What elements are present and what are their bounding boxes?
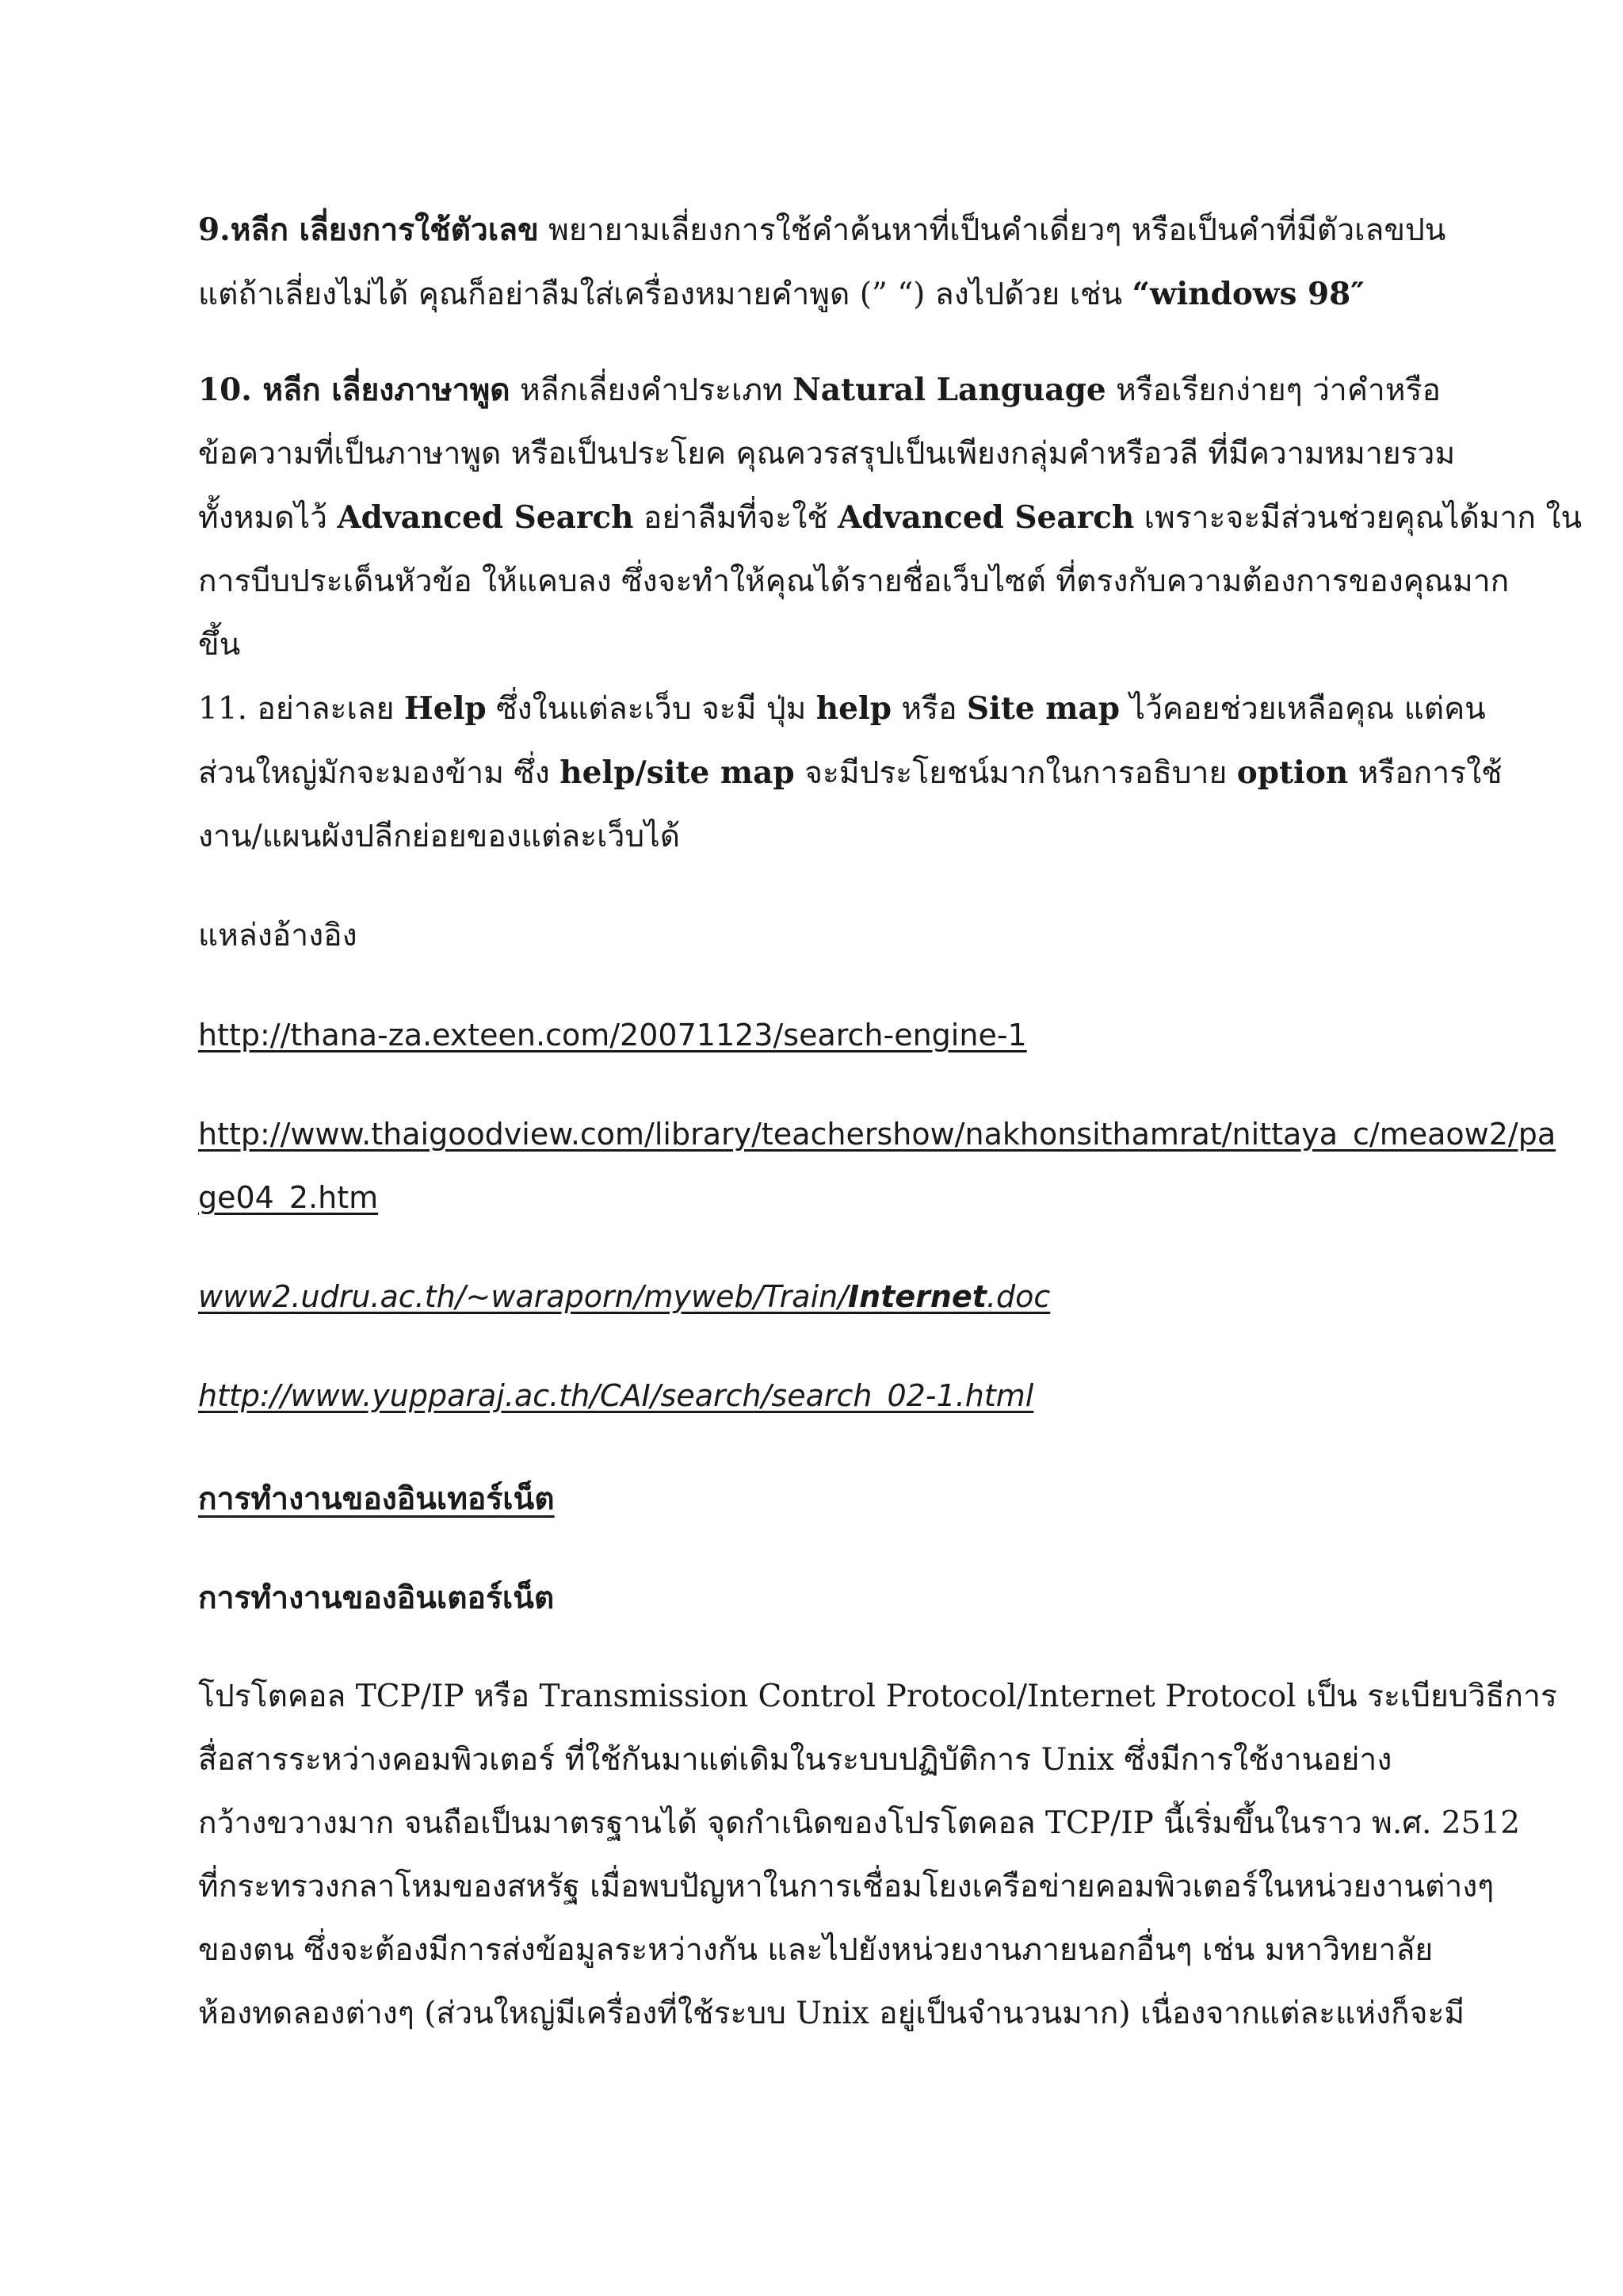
tcpip-paragraph <box>198 1665 1557 2046</box>
tcpip-line-3: กว้างขวางมาก จนถือเป็นมาตรฐานได้ จุดกำเนิดของโปรโตคอล TCP/IP นี้เริ่มขึ้นในราว พ.ศ. 2512 <box>198 1805 1521 1841</box>
tip-11-paragraph <box>198 677 1503 869</box>
tip-9-line-2 <box>198 262 1434 327</box>
reference-link-2-wrap <box>198 1102 1556 1229</box>
reference-link-2-line-1: http://www.thaigoodview.com/library/teachershow/nakhonsithamrat/nittaya_c/meaow2/pa <box>198 1117 1556 1152</box>
tip-9-text: แต่ถ้าเลี่ยงไม่ได้ คุณก็อย่าลืมใส่เครื่องหมายคำพูด (” “) ลงไปด้วย เช่น <box>198 277 1132 312</box>
tip-11-term: help/site map <box>559 755 795 791</box>
reference-link-3-keyword: Internet <box>848 1279 987 1314</box>
reference-link-3-wrap <box>198 1265 1434 1328</box>
tip-11-text: ซึ่งในแต่ละเว็บ จะมี ปุ่ม <box>486 691 816 727</box>
tip-10-title: 10. หลีก เลี่ยงภาษาพูด <box>198 372 510 408</box>
tip-9-paragraph <box>198 198 1446 327</box>
section-heading: การทำงานของอินเตอร์เน็ต <box>198 1580 555 1616</box>
tip-10-line-1 <box>198 358 1441 422</box>
reference-link-1[interactable]: http://thana-za.exteen.com/20071123/search-engine-1 <box>198 1018 1027 1052</box>
tcpip-line-2: สื่อสารระหว่างคอมพิวเตอร์ ที่ใช้กันมาแต่เดิมในระบบปฏิบัติการ Unix ซึ่งมีการใช้งานอย่าง <box>198 1742 1392 1778</box>
tip-11-line-1 <box>198 677 1486 741</box>
tip-11-line-3: งาน/แผนผังปลีกย่อยของแต่ละเว็บได้ <box>198 819 681 854</box>
reference-link-2-line-2: ge04_2.htm <box>198 1180 379 1215</box>
tip-10-text: หลีกเลี่ยงคำประเภท <box>510 372 793 408</box>
tip-10-line-5: ขึ้น <box>198 627 241 663</box>
reference-link-3-path: www2.udru.ac.th/~waraporn/myweb/Train/ <box>198 1279 849 1314</box>
tip-10-line-2: ข้อความที่เป็นภาษาพูด หรือเป็นประโยค คุณควรสรุปเป็นเพียงกลุ่มคำหรือวลี ที่มีความหมายรวม <box>198 436 1456 472</box>
tcpip-line-6: ห้องทดลองต่างๆ (ส่วนใหญ่มีเครื่องที่ใช้ระบบ Unix อยู่เป็นจำนวนมาก) เนื่องจากแต่ละแห่งก็จะมี <box>198 1996 1465 2031</box>
reference-link-3-ext: .doc <box>986 1279 1051 1314</box>
tip-11-term: help <box>815 690 892 727</box>
document-page <box>198 198 1583 2046</box>
reference-link-3[interactable] <box>198 1265 1434 1328</box>
tcpip-line-5: ของตน ซึ่งจะต้องมีการส่งข้อมูลระหว่างกัน และไปยังหน่วยงานภายนอกอื่นๆ เช่น มหาวิทยาลัย <box>198 1932 1434 1968</box>
section-heading-underlined-wrap <box>198 1467 1434 1530</box>
tip-11-text: หรือการใช้ <box>1348 755 1503 791</box>
tip-10-term: Advanced Search <box>337 499 634 536</box>
tip-9-example: “windows 98″ <box>1132 276 1365 312</box>
tip-10-text: หรือเรียกง่ายๆ ว่าคำหรือ <box>1106 372 1441 408</box>
tip-10-term: Natural Language <box>792 372 1106 408</box>
tip-11-text: ไว้คอยช่วยเหลือคุณ แต่คน <box>1120 691 1486 727</box>
references-label: แหล่งอ้างอิง <box>198 918 357 953</box>
tip-11-text: 11. อย่าละเลย <box>198 691 404 727</box>
tip-10-text: อย่าลืมที่จะใช้ <box>633 500 838 536</box>
tip-10-text: เพราะจะมีส่วนช่วยคุณได้มาก ใน <box>1134 500 1583 536</box>
tip-11-term: option <box>1236 755 1349 791</box>
reference-link-2[interactable] <box>198 1102 1556 1229</box>
reference-link-4-wrap <box>198 1364 1434 1427</box>
tip-10-term: Advanced Search <box>838 499 1135 536</box>
tip-11-term: Help <box>403 690 487 727</box>
section-heading-wrap <box>198 1566 1434 1629</box>
tip-11-term: Site map <box>966 690 1121 727</box>
tip-9-title: 9.หลีก เลี่ยงการใช้ตัวเลข <box>198 212 539 248</box>
reference-link-1-wrap <box>198 1003 1434 1067</box>
section-heading-underlined: การทำงานของอินเทอร์เน็ต <box>198 1480 555 1517</box>
tip-11-text: หรือ <box>892 691 967 727</box>
tip-9-text: พยายามเลี่ยงการใช้คำค้นหาที่เป็นคำเดี่ยวๆ หรือเป็นคำที่มีตัวเลขปน <box>538 212 1446 248</box>
tip-11-text: จะมีประโยชน์มากในการอธิบาย <box>794 755 1237 791</box>
tip-10-paragraph <box>198 358 1583 677</box>
tip-11-line-2 <box>198 741 1503 805</box>
tcpip-line-1: โปรโตคอล TCP/IP หรือ Transmission Control Protocol/Internet Protocol เป็น ระเบียบวิธีการ <box>198 1679 1557 1714</box>
tip-11-text: ส่วนใหญ่มักจะมองข้าม ซึ่ง <box>198 755 560 791</box>
reference-link-4[interactable]: http://www.yupparaj.ac.th/CAI/search/search_02-1.html <box>198 1378 1034 1413</box>
tip-10-text: ทั้งหมดไว้ <box>198 500 338 536</box>
tip-10-line-3 <box>198 486 1583 550</box>
tcpip-line-4: ที่กระทรวงกลาโหมของสหรัฐ เมื่อพบปัญหาในการเชื่อมโยงเครือข่ายคอมพิวเตอร์ในหน่วยงานต่างๆ <box>198 1869 1495 1904</box>
tip-10-line-4: การบีบประเด็นหัวข้อ ให้แคบลง ซึ่งจะทำให้คุณได้รายชื่อเว็บไซต์ ที่ตรงกับความต้องการของคุณมาก <box>198 563 1510 599</box>
tip-9-line-1 <box>198 198 1446 262</box>
